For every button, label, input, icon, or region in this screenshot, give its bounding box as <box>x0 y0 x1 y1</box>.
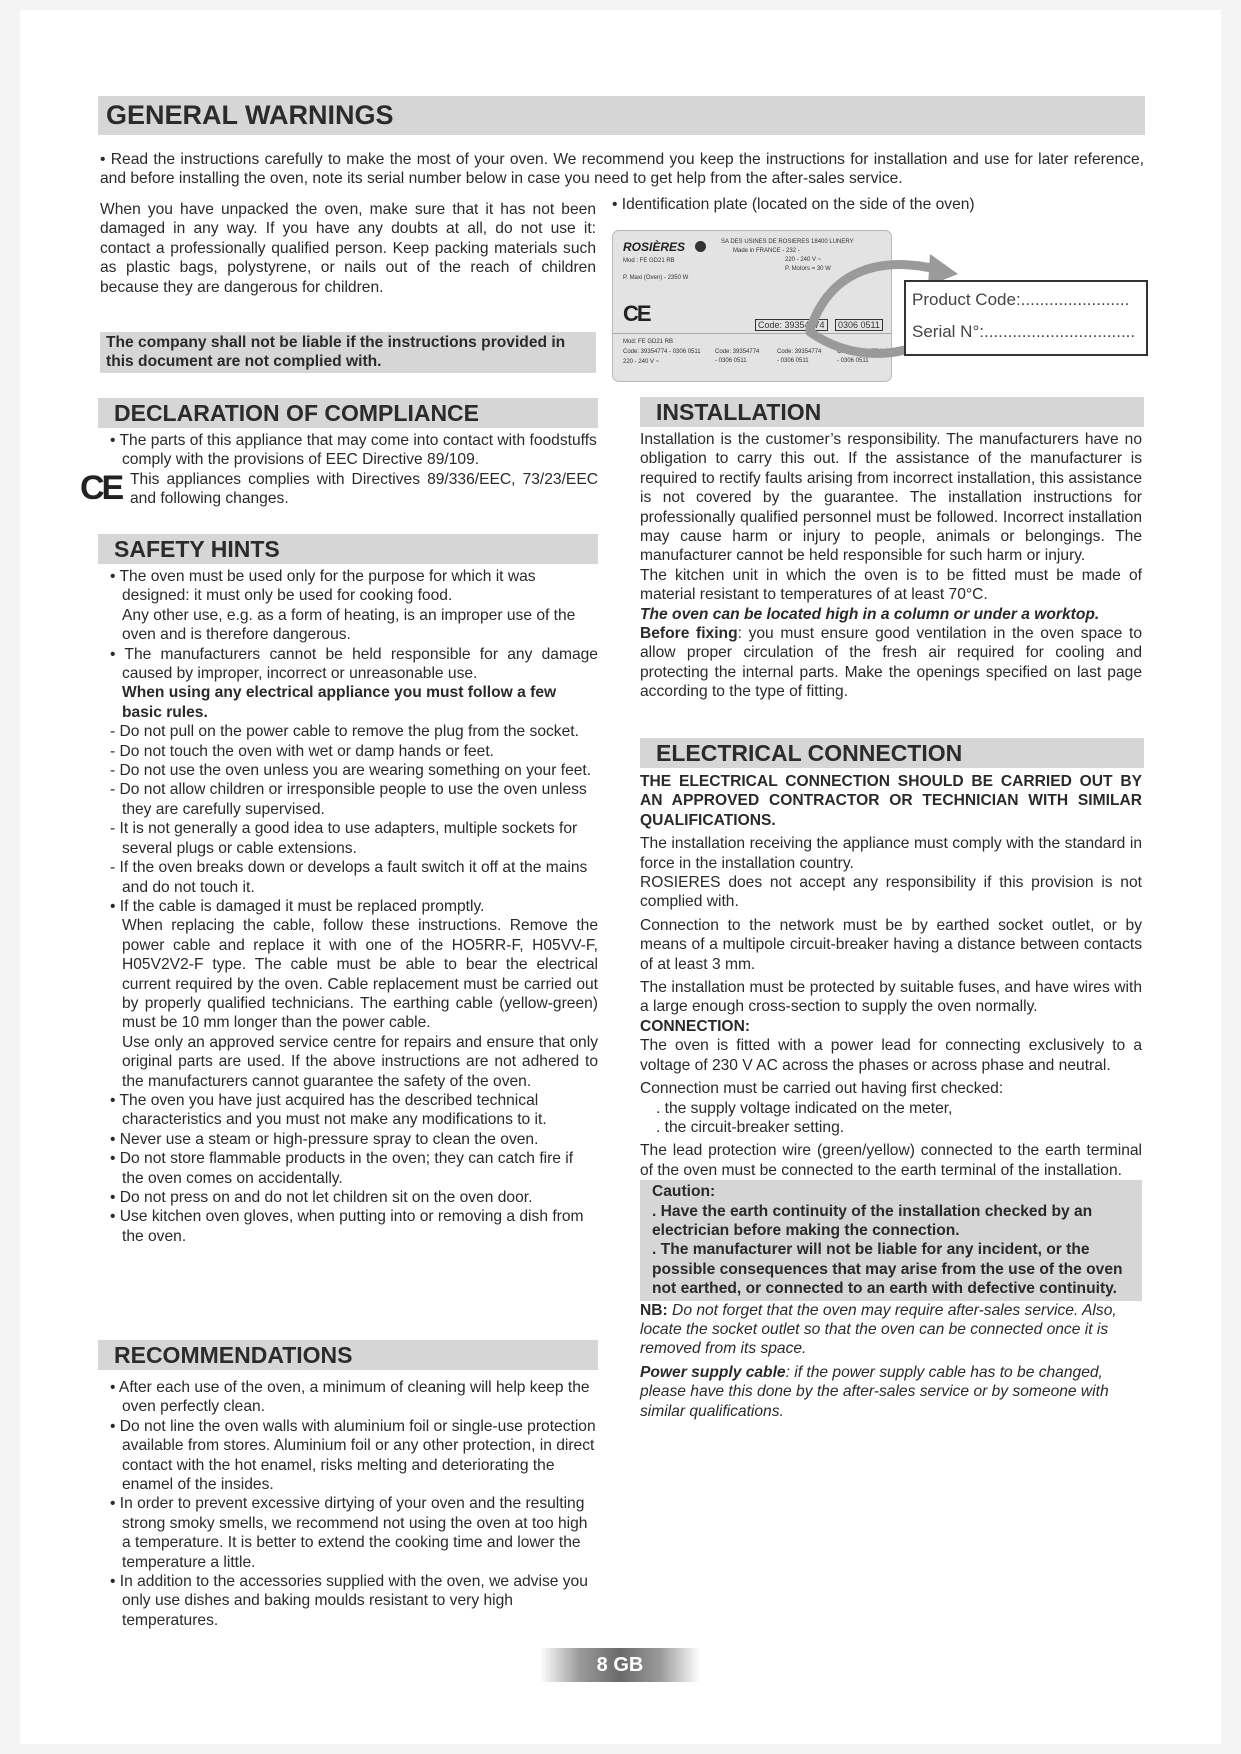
safety-d2: - Do not touch the oven with wet or damp hands or feet. <box>110 742 494 760</box>
safety-p3: • If the cable is damaged it must be replaced promptly. <box>110 897 485 915</box>
nb-label: NB: <box>640 1301 668 1319</box>
electrical-p4: The oven is fitted with a power lead for connecting exclusively to a voltage of 230 V AC across the phases or across phase and neutral. <box>640 1037 1142 1074</box>
safety-p2b: When using any electrical appliance you must follow a few basic rules. <box>122 684 557 721</box>
safety-p1b: Any other use, e.g. as a form of heating, is an improper use of the oven and is therefore dangerous. <box>122 606 576 644</box>
safety-text <box>100 567 598 1246</box>
safety-p3c: Use only an approved service centre for repairs and ensure that only original parts are used. If the above instructions are not adhered to the manufacturers cannot guarantee the safety of the oven. <box>122 1033 598 1090</box>
plate-caption: • Identification plate (located on the side of the oven) <box>612 196 975 213</box>
safety-heading: SAFETY HINTS <box>98 534 598 564</box>
electrical-p2: Connection to the network must be by earthed socket outlet, or by means of a multipole circuit-breaker having a distance between contacts of at least 3 mm. <box>640 916 1142 973</box>
installation-p3: The oven can be located high in a column or under a worktop. <box>640 605 1100 623</box>
plate-label2-code: Code: 39354774 <box>777 349 822 355</box>
plate-pmaxi: P. Maxi (Oven) - 2350 W <box>623 275 689 281</box>
safety-p4: • The oven you have just acquired has the described technical characteristics and you must not make any modifications to it. <box>110 1091 547 1129</box>
recommendation-2: • Do not line the oven walls with aluminium foil or single-use protection available from stores. Aluminium foil or any other protection, in direct contact with the hot enamel, risks melting and deteriorating the enamel of the insides. <box>110 1417 596 1494</box>
compliance-p2: This appliances complies with Directives 89/336/EEC, 73/23/EEC and following changes. <box>130 470 598 508</box>
safety-d4: - Do not allow children or irresponsible people to use the oven unless they are carefully supervised. <box>110 781 587 818</box>
plate-mod2: Mod: FE GD21 RB <box>623 339 674 345</box>
recommendation-1: • After each use of the oven, a minimum of cleaning will help keep the oven perfectly clean. <box>110 1379 590 1416</box>
general-warnings-heading: GENERAL WARNINGS <box>98 96 1145 135</box>
serial-number-field: Serial N°:................................ <box>912 322 1136 341</box>
plate-brand: ROSIÈRES <box>623 240 686 254</box>
liability-notice: The company shall not be liable if the instructions provided in this document are not complied with. <box>100 332 596 373</box>
recommendation-4: • In addition to the accessories supplied with the oven, we advise you only use dishes and baking moulds resistant to very high temperatures. <box>110 1573 588 1629</box>
power-supply-cable-text: : if the power supply cable has to be changed, please have this done by the after-sales service or by someone with similar qualifications. <box>640 1363 1109 1420</box>
unpack-text: When you have unpacked the oven, make sure that it has not been damaged in any way. If you have any doubts at all, do not use it: contact a professionally qualified person. Keep packing materials such as plastic bags, polystyrene, or nails out of the reach of children because they are dangerous for children. <box>100 201 596 296</box>
plate-made: Made in FRANCE - 232 - <box>733 248 800 254</box>
caution-box <box>640 1180 1142 1300</box>
electrical-p1: The installation receiving the appliance must comply with the standard in force in the installation country. <box>640 835 1142 872</box>
electrical-warning: THE ELECTRICAL CONNECTION SHOULD BE CARRIED OUT BY AN APPROVED CONTRACTOR OR TECHNICIAN WITH SIMILAR QUALIFICATIONS. <box>640 773 1142 829</box>
electrical-p3: The installation must be protected by suitable fuses, and have wires with a large enough cross-section to supply the oven normally. <box>640 979 1142 1016</box>
plate-volt2: 220 - 240 V ~ <box>623 359 660 365</box>
electrical-heading: ELECTRICAL CONNECTION <box>640 738 1144 768</box>
safety-p2: • The manufacturers cannot be held responsible for any damage caused by improper, incorrect or unreasonable use. <box>110 645 598 683</box>
electrical-p5: Connection must be carried out having first checked: <box>640 1080 1004 1098</box>
installation-p1: Installation is the customer’s responsibility. The manufacturers have no obligation to carry this out. If the assistance of the manufacturer is required to rectify faults arising from incorrect installation, this assistance is not covered by the guarantee. The installation instructions for professionally qualified personnel must be followed. Incorrect installation may cause harm or injury to people, animals or belongings. The manufacturer cannot be held responsible for such harm or injury. <box>640 431 1142 565</box>
installation-p4: : you must ensure good ventilation in the oven space to allow proper circulation of the fresh air required for cooling and protecting the internal parts. Make the openings specified on last page according to the type of fitting. <box>640 625 1142 701</box>
safety-p3b: When replacing the cable, follow these instructions. Remove the power cable and replace it with one of the HO5RR-F, H05VV-F, H05V2V2-F type. The cable must be able to bear the electrical current required by the oven. Cable replacement must be carried out by properly qualified technicians. The earthing cable (yellow-green) must be 10 mm longer than the power cable. <box>122 917 598 1032</box>
plate-code-box: Code: 39354774 <box>755 319 828 331</box>
safety-d5: - It is not generally a good idea to use adapters, multiple sockets for several plugs or cable extensions. <box>110 820 578 857</box>
safety-d3: - Do not use the oven unless you are wearing something on your feet. <box>110 762 592 780</box>
installation-heading: INSTALLATION <box>640 397 1144 427</box>
plate-label3-code: Code: 39354774 <box>837 349 882 355</box>
power-supply-cable-label: Power supply cable <box>640 1363 786 1381</box>
recommendation-3: • In order to prevent excessive dirtying of your oven and the resulting strong smoky smells, we recommend not using the oven at too high a temperature. It is better to extend the cooking time and lower the temperature a little. <box>110 1495 588 1571</box>
caution-1: . Have the earth continuity of the installation checked by an electrician before making the connection. <box>652 1202 1093 1239</box>
plate-label1-code: Code: 39354774 <box>715 349 760 355</box>
compliance-p1: • The parts of this appliance that may come into contact with foodstuffs comply with the provisions of EEC Directive 89/109. <box>110 432 597 469</box>
compliance-text <box>100 431 598 509</box>
caution-title: Caution: <box>652 1183 716 1201</box>
connection-label: CONNECTION: <box>640 1017 751 1035</box>
product-code-field: Product Code:....................... <box>912 290 1130 309</box>
check-breaker: . the circuit-breaker setting. <box>656 1118 845 1136</box>
check-voltage: . the supply voltage indicated on the meter, <box>656 1099 953 1117</box>
recommendations-heading: RECOMMENDATIONS <box>98 1340 598 1370</box>
plate-ce-mark: CE <box>623 301 650 326</box>
safety-p7: • Do not press on and do not let children sit on the oven door. <box>110 1189 533 1206</box>
electrical-text <box>640 772 1142 1421</box>
safety-d1: - Do not pull on the power cable to remove the plug from the socket. <box>110 723 579 741</box>
electrical-p6: The lead protection wire (green/yellow) connected to the earth terminal of the oven must be connected to the earth terminal of the installation. <box>640 1142 1142 1179</box>
electrical-p1b: ROSIERES does not accept any responsibility if this provision is not complied with. <box>640 874 1142 911</box>
page-number: 8 GB <box>540 1648 700 1682</box>
safety-p1: • The oven must be used only for the purpose for which it was designed: it must only be used for cooking food. <box>110 568 536 605</box>
plate-mod: Mod : FE GD21 RB <box>623 258 675 264</box>
plate-code2: Code: 39354774 - 0306 0511 <box>623 349 701 355</box>
compliance-heading: DECLARATION OF COMPLIANCE <box>98 398 598 428</box>
installation-p2: The kitchen unit in which the oven is to be fitted must be made of material resistant to temperatures of at least 70°C. <box>640 566 1142 604</box>
safety-p6: • Do not store flammable products in the oven; they can catch fire if the oven comes on accidentally. <box>110 1150 574 1187</box>
installation-text <box>640 430 1142 702</box>
plate-logo-icon <box>695 241 706 252</box>
plate-motors: P. Motors = 30 W <box>785 266 831 272</box>
general-intro: • Read the instructions carefully to make the most of your oven. We recommend you keep the instructions for installation and use for later reference, and before installing the oven, note its serial number below in case you need to get help from the after-sales service. <box>100 151 1144 188</box>
before-fixing-label: Before fixing <box>640 625 738 643</box>
recommendations-text <box>100 1378 598 1630</box>
safety-p8: • Use kitchen oven gloves, when putting into or removing a dish from the oven. <box>110 1208 584 1245</box>
plate-company: SA DES USINES DE ROSIERES 18400 LUNERY <box>721 239 854 245</box>
plate-voltage: 220 - 240 V ~ <box>785 257 822 263</box>
plate-serial-box: 0306 0511 <box>835 319 883 331</box>
safety-p5: • Never use a steam or high-pressure spray to clean the oven. <box>110 1130 539 1148</box>
safety-d6: - If the oven breaks down or develops a fault switch it off at the mains and do not touch it. <box>110 859 588 896</box>
ce-mark: CE <box>80 469 122 507</box>
nb-text: Do not forget that the oven may require after-sales service. Also, locate the socket outlet so that the oven can be connected once it is removed from its space. <box>640 1301 1117 1358</box>
product-code-box <box>904 280 1148 356</box>
plate-label1-serial: - 0306 0511 <box>715 358 747 364</box>
caution-2: . The manufacturer will not be liable for any incident, or the possible consequences that may arise from the use of the oven not earthed, or connected to an earth with defective continuity. <box>652 1241 1123 1298</box>
plate-label2-serial: - 0306 0511 <box>777 358 809 364</box>
plate-label3-serial: - 0306 0511 <box>837 358 869 364</box>
